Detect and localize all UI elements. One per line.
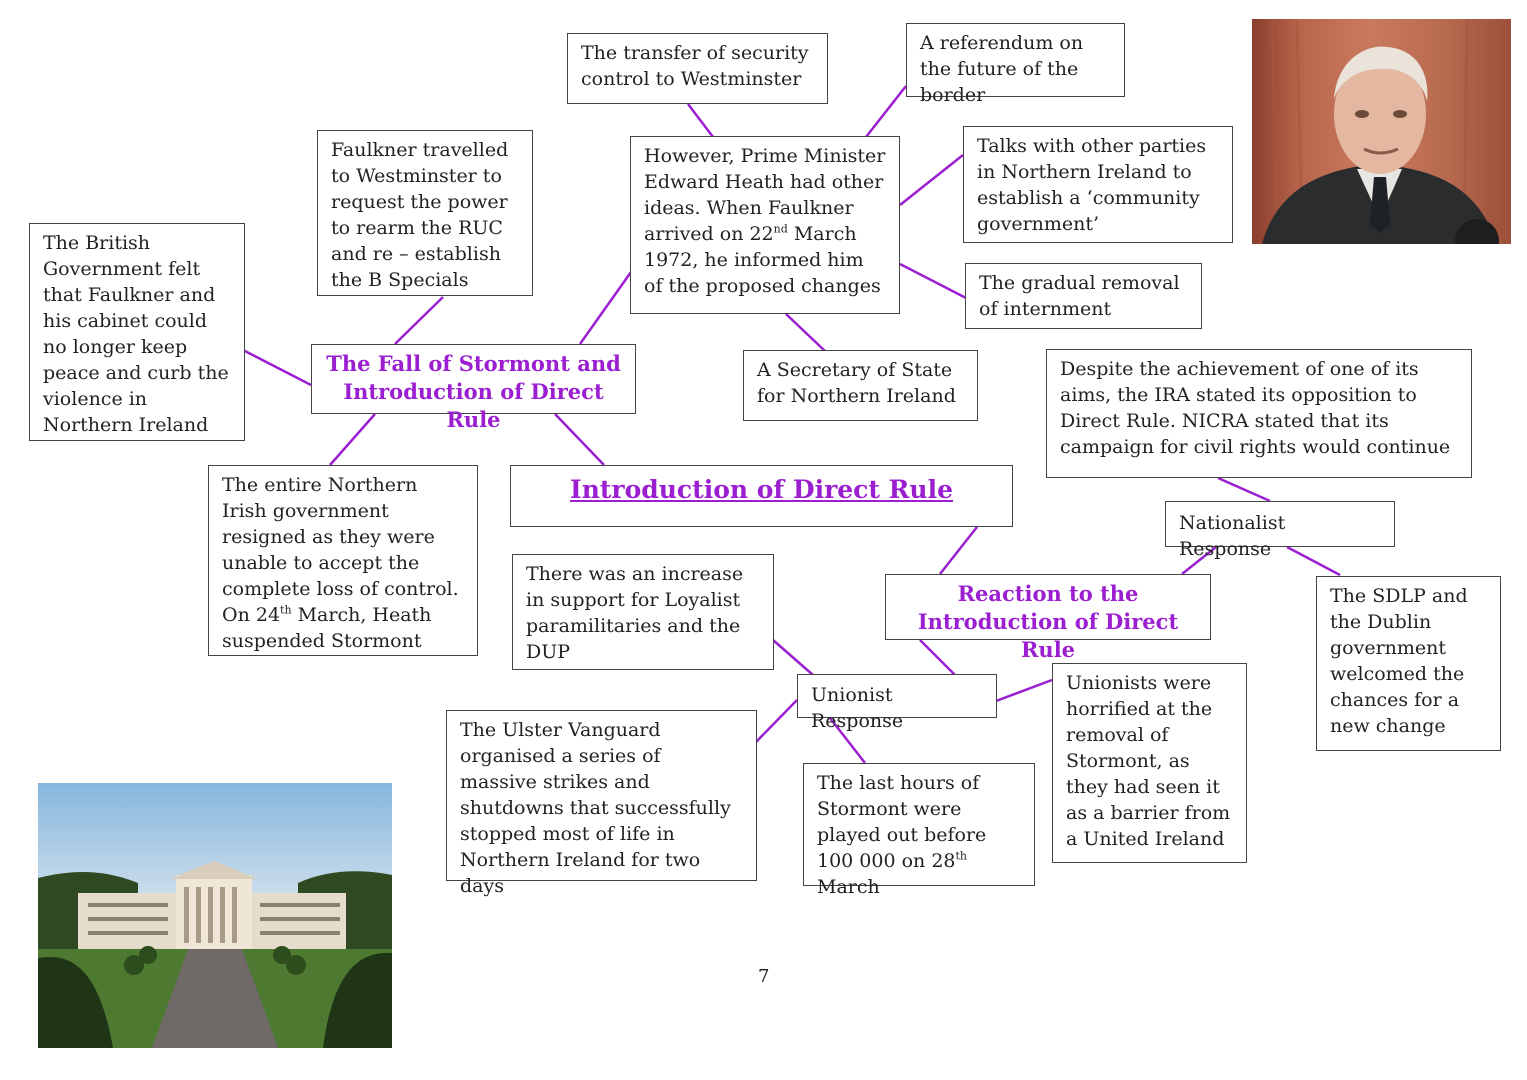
connector-line bbox=[866, 86, 906, 137]
vanguard-text: The Ulster Vanguard organised a series of massive strikes and shutdowns that successfully stopped most of life in Northern Ireland for two days bbox=[460, 719, 731, 897]
stormont-photo bbox=[38, 783, 392, 1048]
loyalist-support-box bbox=[512, 554, 774, 670]
main-title-box bbox=[510, 465, 1013, 527]
secretary-of-state-text: A Secretary of State for Northern Ireland bbox=[757, 359, 956, 407]
resignation-sup: th bbox=[280, 603, 292, 617]
connector-line bbox=[688, 104, 713, 137]
ira-nicra-text: Despite the achievement of one of its aims, the IRA stated its opposition to Direct Rule. NICRA stated that its campaign for civil rights would continue bbox=[1060, 358, 1451, 458]
british-government-box bbox=[29, 223, 245, 441]
connector-line bbox=[920, 640, 955, 675]
referendum-box bbox=[906, 23, 1125, 106]
connector-line bbox=[773, 640, 813, 675]
connector-line bbox=[940, 527, 977, 574]
connector-line bbox=[786, 314, 825, 351]
connector-line bbox=[1287, 547, 1340, 575]
sdlp-dublin-box bbox=[1316, 576, 1501, 751]
vanguard-box bbox=[446, 710, 757, 897]
page-number: 7 bbox=[758, 966, 770, 987]
heath-text-b: March 1972, he informed him of the proposed changes bbox=[644, 223, 881, 297]
connector-line bbox=[900, 264, 966, 298]
unionist-response-box bbox=[797, 674, 997, 732]
resignation-box bbox=[208, 465, 478, 656]
heath-sup: nd bbox=[773, 222, 788, 236]
security-transfer-box bbox=[567, 33, 828, 104]
internment-text: The gradual removal of internment bbox=[979, 272, 1180, 320]
connector-line bbox=[996, 680, 1052, 701]
resignation-text-a: The entire Northern Irish government resigned as they were unable to accept the complete loss of control. On 24 bbox=[222, 474, 459, 626]
nationalist-response-box bbox=[1165, 501, 1395, 560]
connector-line bbox=[1218, 478, 1270, 501]
resignation-text-b: March, Heath suspended Stormont bbox=[222, 604, 432, 652]
internment-box bbox=[965, 263, 1202, 329]
talks-text: Talks with other parties in Northern Ireland to establish a ‘community government’ bbox=[977, 135, 1207, 235]
connector-line bbox=[395, 297, 443, 344]
heath-box bbox=[630, 136, 900, 314]
fall-of-stormont-text: The Fall of Stormont and Introduction of Direct Rule bbox=[326, 351, 621, 432]
main-title-text: Introduction of Direct Rule bbox=[570, 475, 953, 504]
unionists-horrified-text: Unionists were horrified at the removal of Stormont, as they had seen it as a barrier from a United Ireland bbox=[1066, 672, 1231, 850]
unionists-horrified-box bbox=[1052, 663, 1247, 863]
faulkner-travel-box bbox=[317, 130, 533, 296]
heath-text-a: However, Prime Minister Edward Heath had other ideas. When Faulkner arrived on 22 bbox=[644, 145, 886, 245]
connector-line bbox=[900, 155, 963, 205]
reaction-heading-text: Reaction to the Introduction of Direct Rule bbox=[917, 581, 1179, 662]
ira-nicra-box bbox=[1046, 349, 1472, 478]
connector-line bbox=[580, 272, 631, 344]
reaction-heading bbox=[885, 574, 1211, 662]
last-hours-text-a: The last hours of Stormont were played out before 100 000 on 28 bbox=[817, 772, 987, 872]
security-transfer-text: The transfer of security control to Westminster bbox=[581, 42, 809, 90]
loyalist-support-text: There was an increase in support for Loyalist paramilitaries and the DUP bbox=[526, 563, 744, 663]
last-hours-box bbox=[803, 763, 1035, 898]
last-hours-sup: th bbox=[955, 849, 968, 863]
referendum-text: A referendum on the future of the border bbox=[920, 32, 1084, 106]
connector-line bbox=[243, 350, 311, 385]
sdlp-dublin-text: The SDLP and the Dublin government welcomed the chances for a new change bbox=[1330, 585, 1468, 737]
unionist-response-text: Unionist Response bbox=[811, 684, 904, 732]
british-government-text: The British Government felt that Faulkner and his cabinet could no longer keep peace and curb the violence in Northern Ireland bbox=[43, 232, 229, 436]
fall-of-stormont-heading bbox=[311, 344, 636, 432]
faulkner-travel-text: Faulkner travelled to Westminster to request the power to rearm the RUC and re – establish the B Specials bbox=[331, 139, 509, 291]
portrait-photo bbox=[1252, 19, 1511, 244]
talks-box bbox=[963, 126, 1233, 243]
secretary-of-state-box bbox=[743, 350, 978, 421]
connector-line bbox=[756, 700, 797, 742]
nationalist-response-text: Nationalist Response bbox=[1179, 512, 1286, 560]
connector-line bbox=[330, 414, 375, 465]
last-hours-text-b: March bbox=[817, 876, 880, 898]
connector-line bbox=[555, 414, 604, 465]
